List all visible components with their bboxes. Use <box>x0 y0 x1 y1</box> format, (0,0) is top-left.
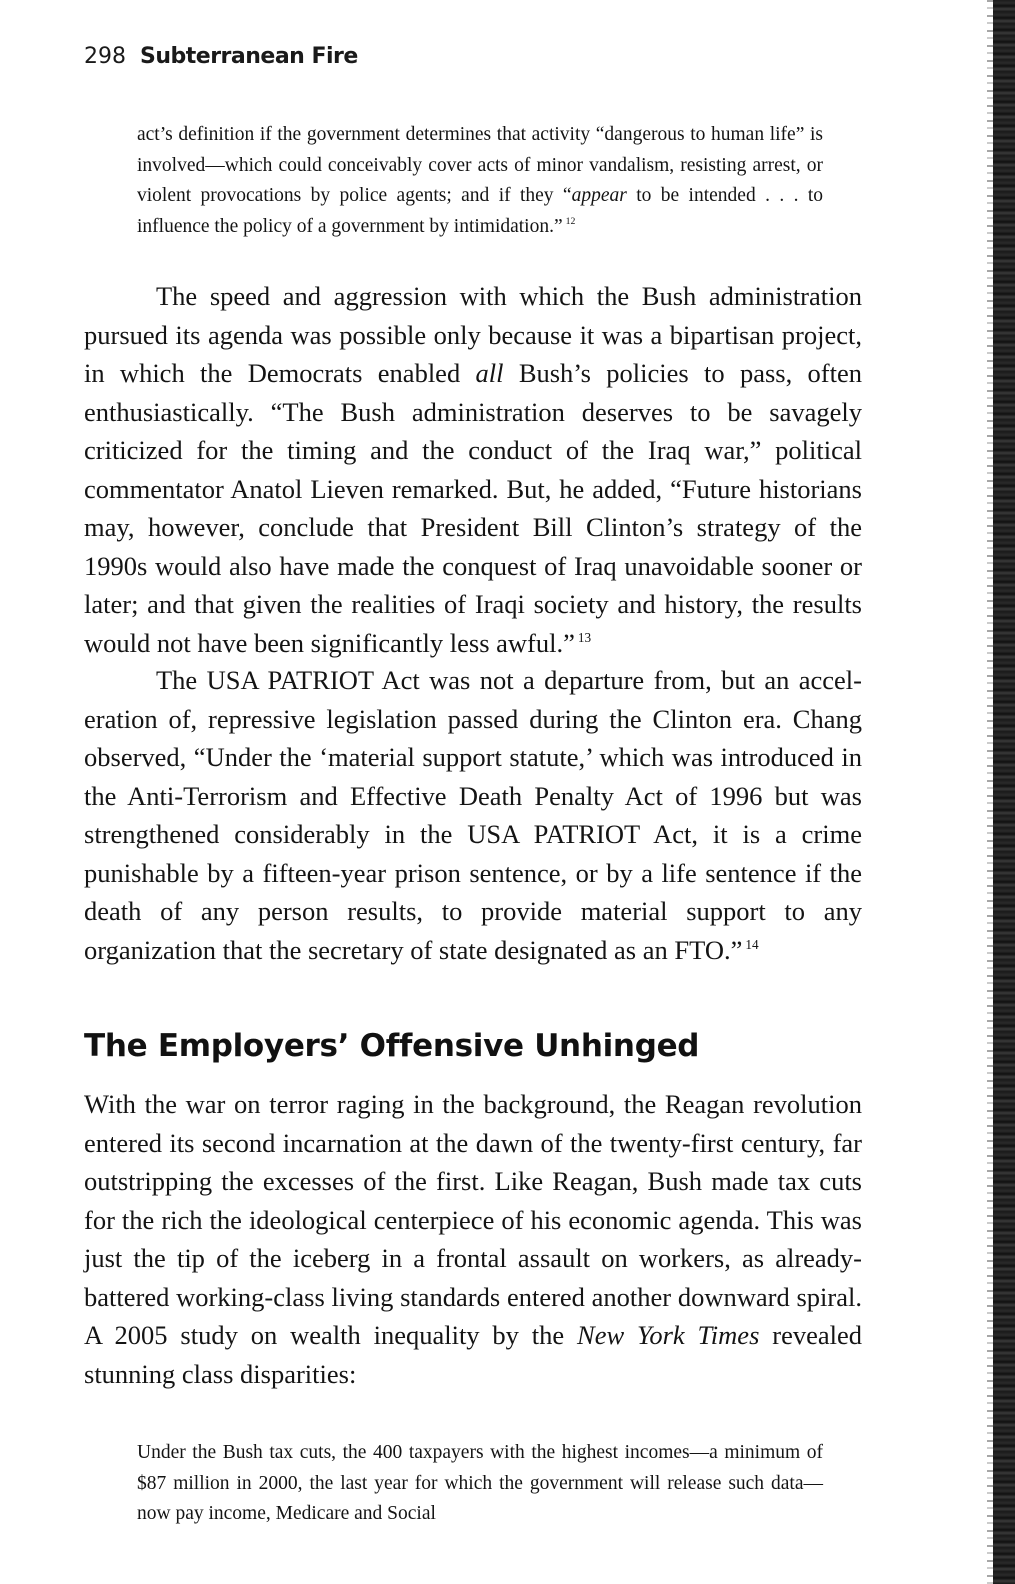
running-head <box>84 44 358 69</box>
emphasis-all: all <box>475 358 504 388</box>
scan-edge-shadow <box>993 0 1015 1584</box>
footnote-ref-14: 14 <box>745 936 759 952</box>
paragraph-employers-offensive: With the war on terror raging in the background, the Reagan revolution entered its second incarnation at the dawn of the twenty-first century, far outstripping the excesses of the first. Like Reagan, Bush made tax cuts for the rich the ideological centerpiece of his economic agenda. This was just the tip of the iceberg in a frontal assault on workers, as already-battered working-class living standards entered another downward spiral. A 2005 study on wealth inequality by the New York Times revealed stunning class disparities: <box>84 1089 862 1389</box>
emphasis-appear: appear <box>571 185 627 206</box>
book-title: Subterranean Fire <box>140 44 358 69</box>
page-number: 298 <box>84 44 126 69</box>
footnote-ref-13: 13 <box>577 629 592 645</box>
block-quote-tax-cuts: Under the Bush tax cuts, the 400 taxpayers with the highest incomes—a minimum of $87 million in 2000, the last year for which the government will release such data—now pay income, Medicare and Social <box>137 1442 823 1524</box>
block-quote-continued: act’s definition if the government determines that activity “dangerous to human life” is involved—which could conceivably cover acts of minor vandalism, resisting arrest, or violent provocations by police agents; and if they “appear to be intended . . . to influence the policy of a government by intimidation.” $^{12}$ <box>137 124 824 237</box>
emphasis-nyt: New York Times <box>577 1320 760 1350</box>
section-heading: The Employers’ Offensive Unhinged <box>84 1028 700 1064</box>
paragraph-bipartisan: The speed and aggression with which the Bush administration pursued its agenda was possible only because it was a bipartisan project, in which the Democrats enabled all Bush’s policies to pass, often enthusiastically. “The Bush administration deserves to be savagely criticized for the timing and the conduct of the Iraq war,” political commentator Anatol Lieven remarked. But, he added, “Future historians may, however, conclude that President Bill Clinton’s strategy of the 1990s would also have made the conquest of Iraq unavoidable sooner or later; and that given the realities of Iraqi society and history, the results would not have been significantly less awful.” $^{13}$ <box>84 281 862 658</box>
footnote-ref-12: 12 <box>565 216 576 227</box>
paragraph-patriot-act: The USA PATRIOT Act was not a departure from, but an acceleration of, repressive legislation passed during the Clinton era. Chang observed, “Under the ‘material support statute,’ which was introduced in the Anti-Terrorism and Effective Death Penalty Act of 1996 but was strengthened considerably in the USA PATRIOT Act, it is a crime punishable by a fifteen-year prison sentence, or by a life sentence if the death of any person results, to provide material support to any organization that the secretary of state designated as an FTO.” $^{14}$ <box>84 665 862 965</box>
